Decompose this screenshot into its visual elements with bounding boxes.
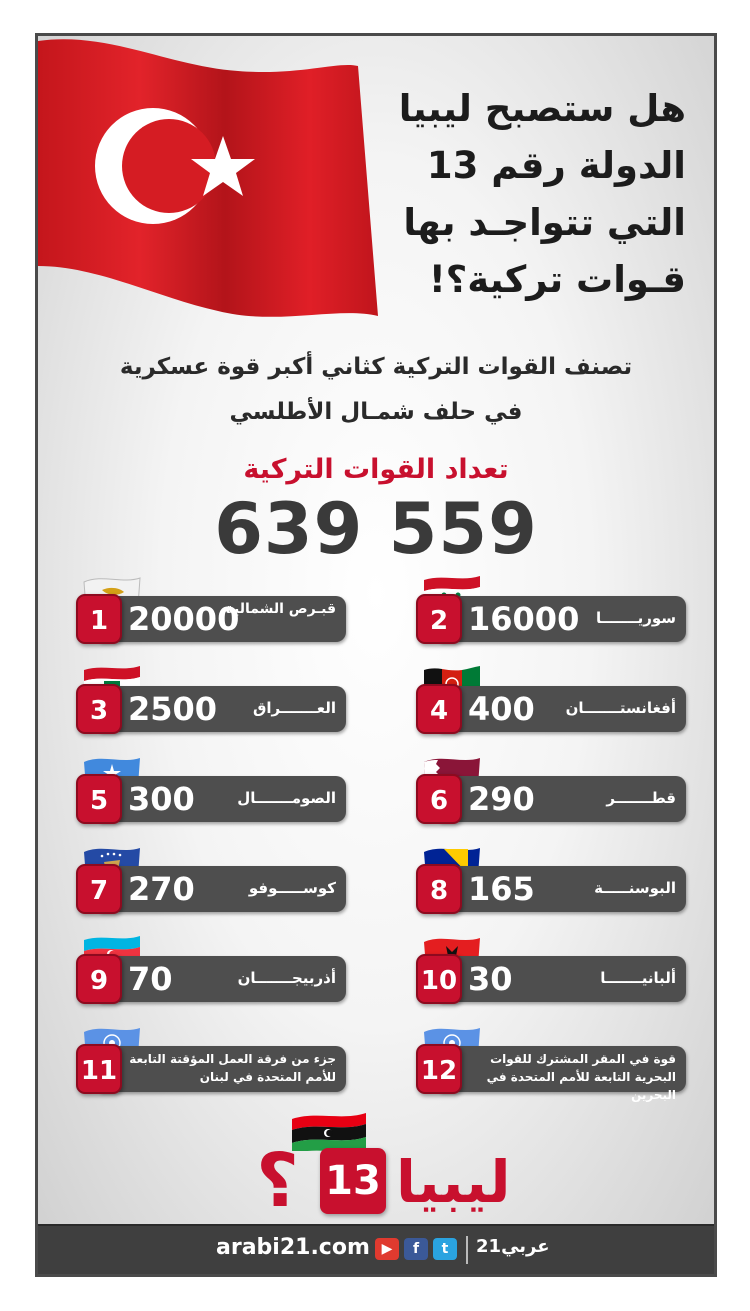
rank-badge: 5 <box>76 774 122 824</box>
troop-count: 70 <box>128 960 173 998</box>
headline-line-3: التي تتواجـد بها <box>403 201 686 244</box>
libya-word: ليبيا <box>396 1148 511 1216</box>
rank-badge: 4 <box>416 684 462 734</box>
troop-count: 2500 <box>128 690 218 728</box>
country-card-afghanistan <box>416 664 686 754</box>
youtube-icon[interactable]: ▶ <box>375 1238 399 1260</box>
troop-count: 400 <box>468 690 535 728</box>
libya-number-badge: 13 <box>320 1148 386 1214</box>
mission-description: جزء من فرقة العمل المؤقتة التابعة للأمم المتحدة في لبنان <box>129 1052 336 1084</box>
troop-count: 165 <box>468 870 535 908</box>
rank-badge: 11 <box>76 1044 122 1094</box>
country-name: البوسنـــــة <box>594 879 676 897</box>
total-label: تعداد القوات التركية <box>243 454 509 485</box>
country-name: كوســـــوفو <box>248 879 336 897</box>
country-name: أفغانستـــــــان <box>565 699 676 717</box>
rank-badge: 12 <box>416 1044 462 1094</box>
libya-flag <box>290 1111 368 1151</box>
troop-count: 270 <box>128 870 195 908</box>
site-link[interactable]: arabi21.com <box>216 1235 370 1260</box>
rank-badge: 10 <box>416 954 462 1004</box>
troop-count: 16000 <box>468 600 580 638</box>
headline-line-4: قـوات تركية؟! <box>428 258 686 301</box>
intro-line-2: في حلف شمـال الأطلسي <box>229 399 523 425</box>
country-card-syria <box>416 574 686 664</box>
facebook-icon[interactable]: f <box>404 1238 428 1260</box>
country-card-iraq <box>76 664 346 754</box>
troop-count: 30 <box>468 960 513 998</box>
rank-badge: 8 <box>416 864 462 914</box>
mission-description: قوة في المقر المشترك للقوات البحرية التابعة للأمم المتحدة في البحرين <box>486 1052 676 1102</box>
brand-logo: عربي21 <box>476 1236 550 1257</box>
headline <box>356 80 686 308</box>
country-card-bosnia <box>416 844 686 934</box>
country-card-albania <box>416 934 686 1024</box>
rank-badge: 9 <box>76 954 122 1004</box>
rank-badge: 3 <box>76 684 122 734</box>
country-card-cyprus <box>76 574 346 664</box>
intro-line-1: تصنف القوات التركية كثاني أكبر قوة عسكرية <box>119 354 633 380</box>
country-card-qatar <box>416 754 686 844</box>
turkey-flag-image <box>38 36 383 326</box>
infographic-frame <box>35 33 717 1277</box>
rank-badge: 2 <box>416 594 462 644</box>
question-mark: ؟ <box>256 1138 299 1224</box>
country-name: قبـرص الشمالية <box>225 601 336 617</box>
troop-count: 300 <box>128 780 195 818</box>
country-card-somalia <box>76 754 346 844</box>
footer-bar <box>38 1224 714 1274</box>
country-card-azerbaijan <box>76 934 346 1024</box>
twitter-icon[interactable]: t <box>433 1238 457 1260</box>
country-name: العـــــــراق <box>252 699 336 717</box>
headline-line-2: الدولة رقم 13 <box>426 144 686 187</box>
country-name: ألبانيـــــــا <box>600 969 676 987</box>
libya-section <box>38 1096 714 1224</box>
troop-count: 290 <box>468 780 535 818</box>
rank-badge: 7 <box>76 864 122 914</box>
country-name: أذربيجـــــــان <box>237 969 336 987</box>
country-name: سوريـــــــا <box>596 609 676 627</box>
total-value: 639 559 <box>214 488 538 570</box>
country-name: قطـــــــر <box>606 789 676 807</box>
rank-badge: 1 <box>76 594 122 644</box>
troop-count: 20000 <box>128 600 240 638</box>
country-card-kosovo <box>76 844 346 934</box>
country-name: الصومـــــــال <box>237 789 336 807</box>
divider <box>466 1236 468 1264</box>
rank-badge: 6 <box>416 774 462 824</box>
headline-line-1: هل ستصبح ليبيا <box>398 87 686 130</box>
